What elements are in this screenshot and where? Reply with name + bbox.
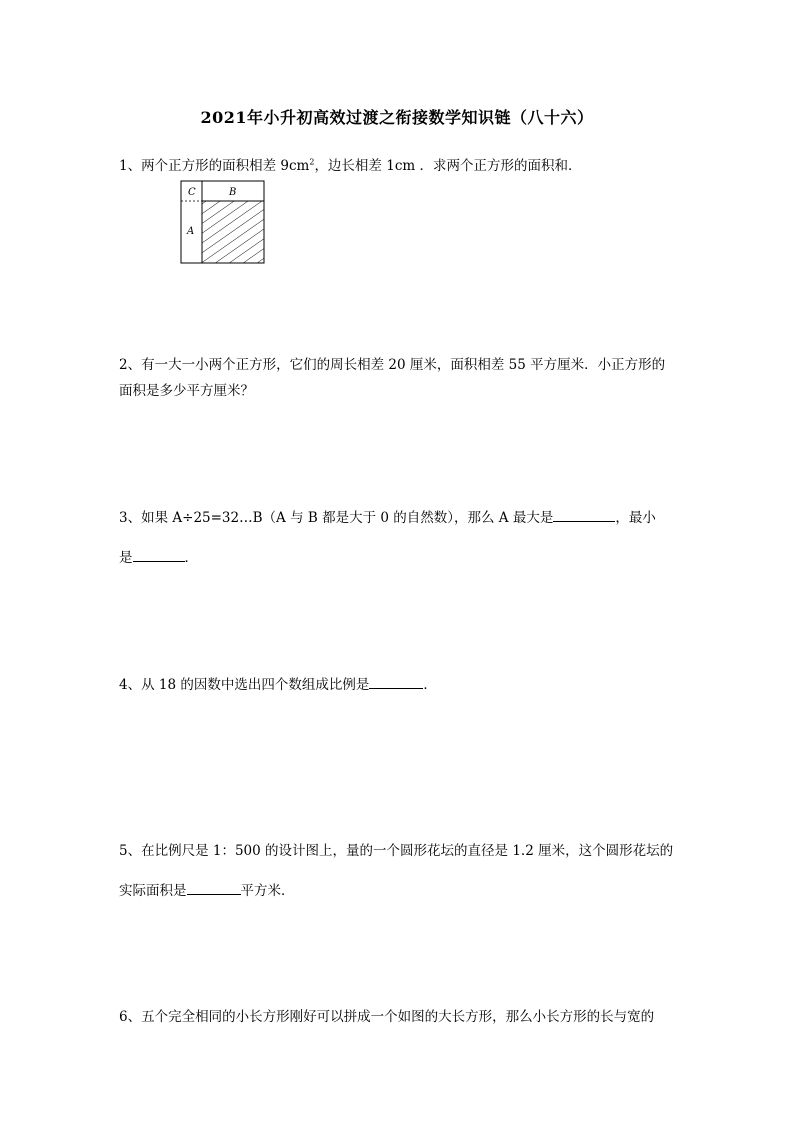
label-a: A <box>187 226 195 237</box>
question-1-superscript: 2 <box>309 157 315 167</box>
hatched-square <box>202 201 264 263</box>
question-5 <box>119 838 679 904</box>
question-2-line-1: 2、有一大一小两个正方形，它们的周长相差 20 厘米，面积相差 55 平方厘米．小正方形的 <box>119 357 666 373</box>
label-b: B <box>229 187 237 198</box>
question-5-text-a: 实际面积是 <box>119 883 187 899</box>
question-3-line-2 <box>119 545 679 571</box>
question-1-text <box>119 153 679 179</box>
squares-figure <box>180 180 268 270</box>
label-c: C <box>188 187 196 198</box>
question-4 <box>119 672 679 698</box>
page-title: 2021年小升初高效过渡之衔接数学知识链（八十六） <box>200 108 594 127</box>
question-3-text-d: ． <box>184 550 198 566</box>
question-1-text-b: ，边长相差 1cm ．求两个正方形的面积和． <box>314 158 582 174</box>
question-5-text-b: 平方米． <box>240 883 295 899</box>
question-3-text-a: 3、如果 A÷25=32…B（A 与 B 都是大于 0 的自然数），那么 A 最大是 <box>119 510 554 526</box>
question-3-line-1 <box>119 505 679 531</box>
question-1-text-a: 1、两个正方形的面积相差 9cm <box>119 158 310 174</box>
question-6 <box>119 1004 679 1030</box>
question-3-text-b: ，最小 <box>615 510 656 526</box>
question-6-line-1: 6、五个完全相同的小长方形刚好可以拼成一个如图的大长方形，那么小长方形的长与宽的 <box>119 1009 655 1025</box>
question-3 <box>119 505 679 571</box>
question-2-line-2: 面积是多少平方厘米？ <box>119 383 254 399</box>
question-2 <box>119 352 679 404</box>
question-3-text-c: 是 <box>119 550 133 566</box>
question-1 <box>119 153 679 179</box>
squares-diagram <box>180 180 268 266</box>
answer-blank-3b[interactable] <box>133 547 185 562</box>
question-4-text-b: ． <box>423 677 437 693</box>
question-5-line-1: 5、在比例尺是 1：500 的设计图上，量的一个圆形花坛的直径是 1.2 厘米，这个圆形花坛的 <box>119 843 674 859</box>
answer-blank-5[interactable] <box>187 880 241 895</box>
question-4-line-1 <box>119 672 679 698</box>
answer-blank-4[interactable] <box>369 674 423 689</box>
question-4-text-a: 4、从 18 的因数中选出四个数组成比例是 <box>119 677 370 693</box>
question-5-line-2 <box>119 878 679 904</box>
answer-blank-3a[interactable] <box>553 507 615 522</box>
